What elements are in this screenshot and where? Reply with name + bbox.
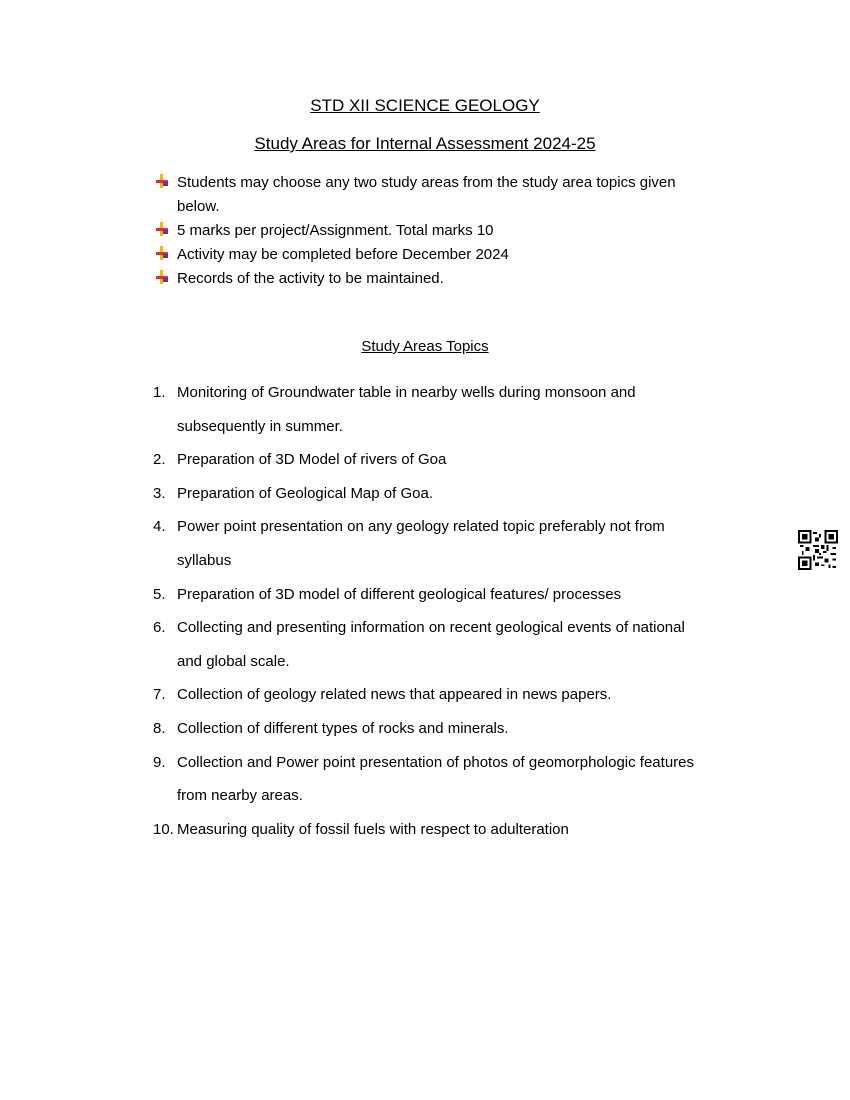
topic-item [153, 376, 713, 443]
page-subtitle: Study Areas for Internal Assessment 2024-25 [254, 134, 596, 153]
topic-text: Collecting and presenting information on recent geological events of national and global scale. [177, 619, 685, 670]
topic-text: Collection of geology related news that appeared in news papers. [177, 686, 612, 704]
topic-item [153, 510, 713, 577]
topic-number: 7. [153, 686, 166, 704]
topics-list [153, 376, 713, 846]
topic-number: 9. [153, 753, 166, 771]
instruction-item [155, 219, 715, 243]
instruction-item [155, 267, 715, 291]
topic-item [153, 678, 713, 712]
topic-text: Preparation of 3D Model of rivers of Goa [177, 451, 447, 469]
topic-number: 3. [153, 484, 166, 502]
topic-item [153, 578, 713, 612]
page-title: STD XII SCIENCE GEOLOGY [310, 96, 540, 115]
topic-number: 10. [153, 820, 174, 838]
topic-item [153, 443, 713, 477]
arrow-bullet-icon [155, 246, 169, 260]
topics-heading: Study Areas Topics [361, 338, 489, 355]
topic-item [153, 813, 713, 847]
qr-code-icon [798, 530, 838, 570]
topic-text: Power point presentation on any geology related topic preferably not from syllabus [177, 518, 665, 569]
topic-number: 4. [153, 518, 166, 536]
topic-item [153, 611, 713, 678]
topic-number: 1. [153, 384, 166, 401]
instructions-list [155, 171, 715, 291]
arrow-bullet-icon [155, 270, 169, 284]
topic-number: 5. [153, 585, 166, 603]
instruction-text: 5 marks per project/Assignment. Total marks 10 [177, 222, 494, 239]
topic-item [153, 477, 713, 511]
instruction-text: Records of the activity to be maintained. [177, 270, 444, 287]
topic-text: Measuring quality of fossil fuels with respect to adulteration [177, 820, 569, 838]
instruction-item [155, 243, 715, 267]
topic-number: 2. [153, 451, 166, 469]
topic-item [153, 712, 713, 746]
topic-number: 6. [153, 619, 166, 637]
topic-text: Preparation of Geological Map of Goa. [177, 484, 433, 502]
topic-item [153, 746, 713, 813]
instruction-text: Activity may be completed before December 2024 [177, 246, 509, 263]
arrow-bullet-icon [155, 174, 169, 188]
instruction-text: Students may choose any two study areas from the study area topics given below. [177, 174, 676, 215]
topic-text: Collection and Power point presentation of photos of geomorphologic features from nearby areas. [177, 753, 694, 805]
topic-text: Monitoring of Groundwater table in nearby wells during monsoon and subsequently in summer. [177, 384, 636, 435]
instruction-item [155, 171, 715, 219]
topic-text: Preparation of 3D model of different geological features/ processes [177, 585, 622, 603]
topic-number: 8. [153, 719, 166, 737]
arrow-bullet-icon [155, 222, 169, 236]
topic-text: Collection of different types of rocks and minerals. [177, 719, 509, 737]
